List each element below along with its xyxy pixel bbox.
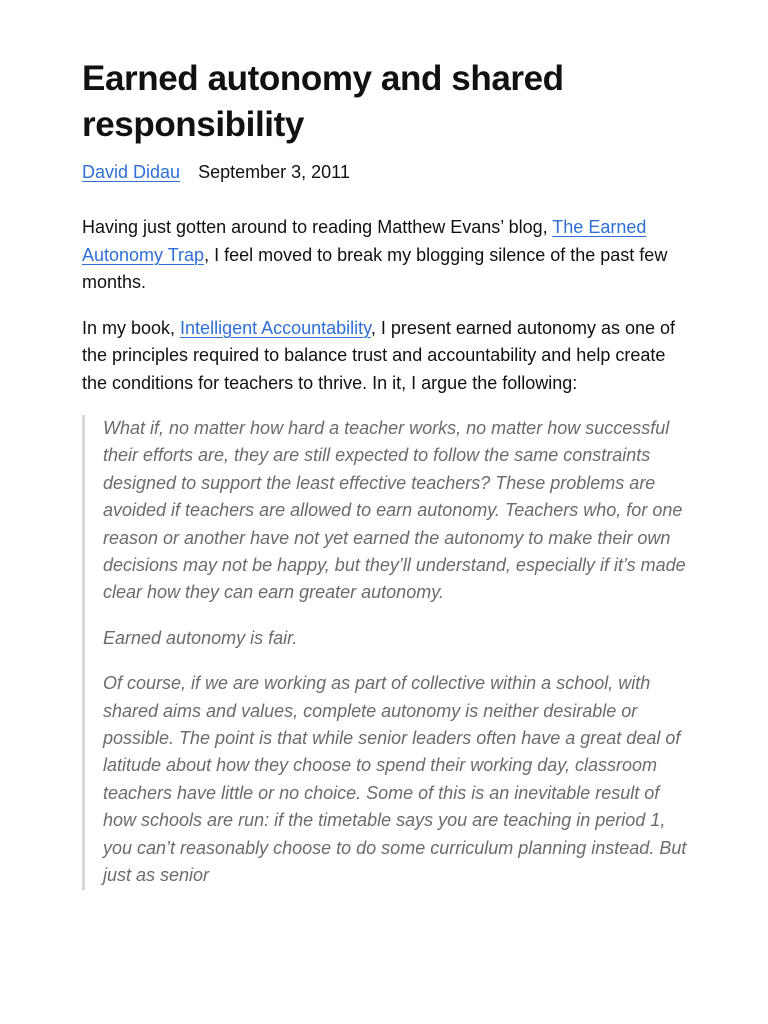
intro-paragraph [82,214,688,297]
intelligent-accountability-link[interactable]: Intelligent Accountability [180,317,371,338]
byline [82,160,688,184]
post-date: September 3, 2011 [198,162,350,182]
quote-paragraph-3: Of course, if we are working as part of collective within a school, with shared aims and values, complete autonomy is neither desirable or possible. The point is that while senior leaders often have a great deal of latitude about how they choose to spend their working day, classroom teachers have little or no choice. Some of this is an inevitable result of how schools are run: if the timetable says you are teaching in period 1, you can’t reasonably choose to do some curriculum planning instead. But just as senior [103,673,687,886]
quote-paragraph-2: Earned autonomy is fair. [103,627,298,648]
book-text-after: , I present earned autonomy as one of the principles required to balance trust and accountability and help create the conditions for teachers to thrive. In it, I argue the following: [82,317,676,393]
article [82,56,688,890]
book-paragraph [82,315,688,398]
author-link[interactable]: David Didau [82,162,181,182]
quote-paragraph-1: What if, no matter how hard a teacher works, no matter how successful their efforts are, they are still expected to follow the same constraints designed to support the least effective teachers? These problems are avoided if teachers are allowed to earn autonomy. Teachers who, for one reason or another have not yet earned the autonomy to make their own decisions may not be happy, but they’ll understand, especially if it’s made clear how they can earn greater autonomy. [103,418,686,603]
intro-text-before: Having just gotten around to reading Matthew Evans’ blog, [82,217,553,237]
page-title: Earned autonomy and shared responsibility [82,59,564,144]
earned-autonomy-trap-link[interactable]: The Earned Autonomy Trap [82,217,647,265]
book-quote [82,415,689,890]
intro-text-after: , I feel moved to break my blogging silence of the past few months. [82,244,668,292]
book-text-before: In my book, [82,317,181,338]
